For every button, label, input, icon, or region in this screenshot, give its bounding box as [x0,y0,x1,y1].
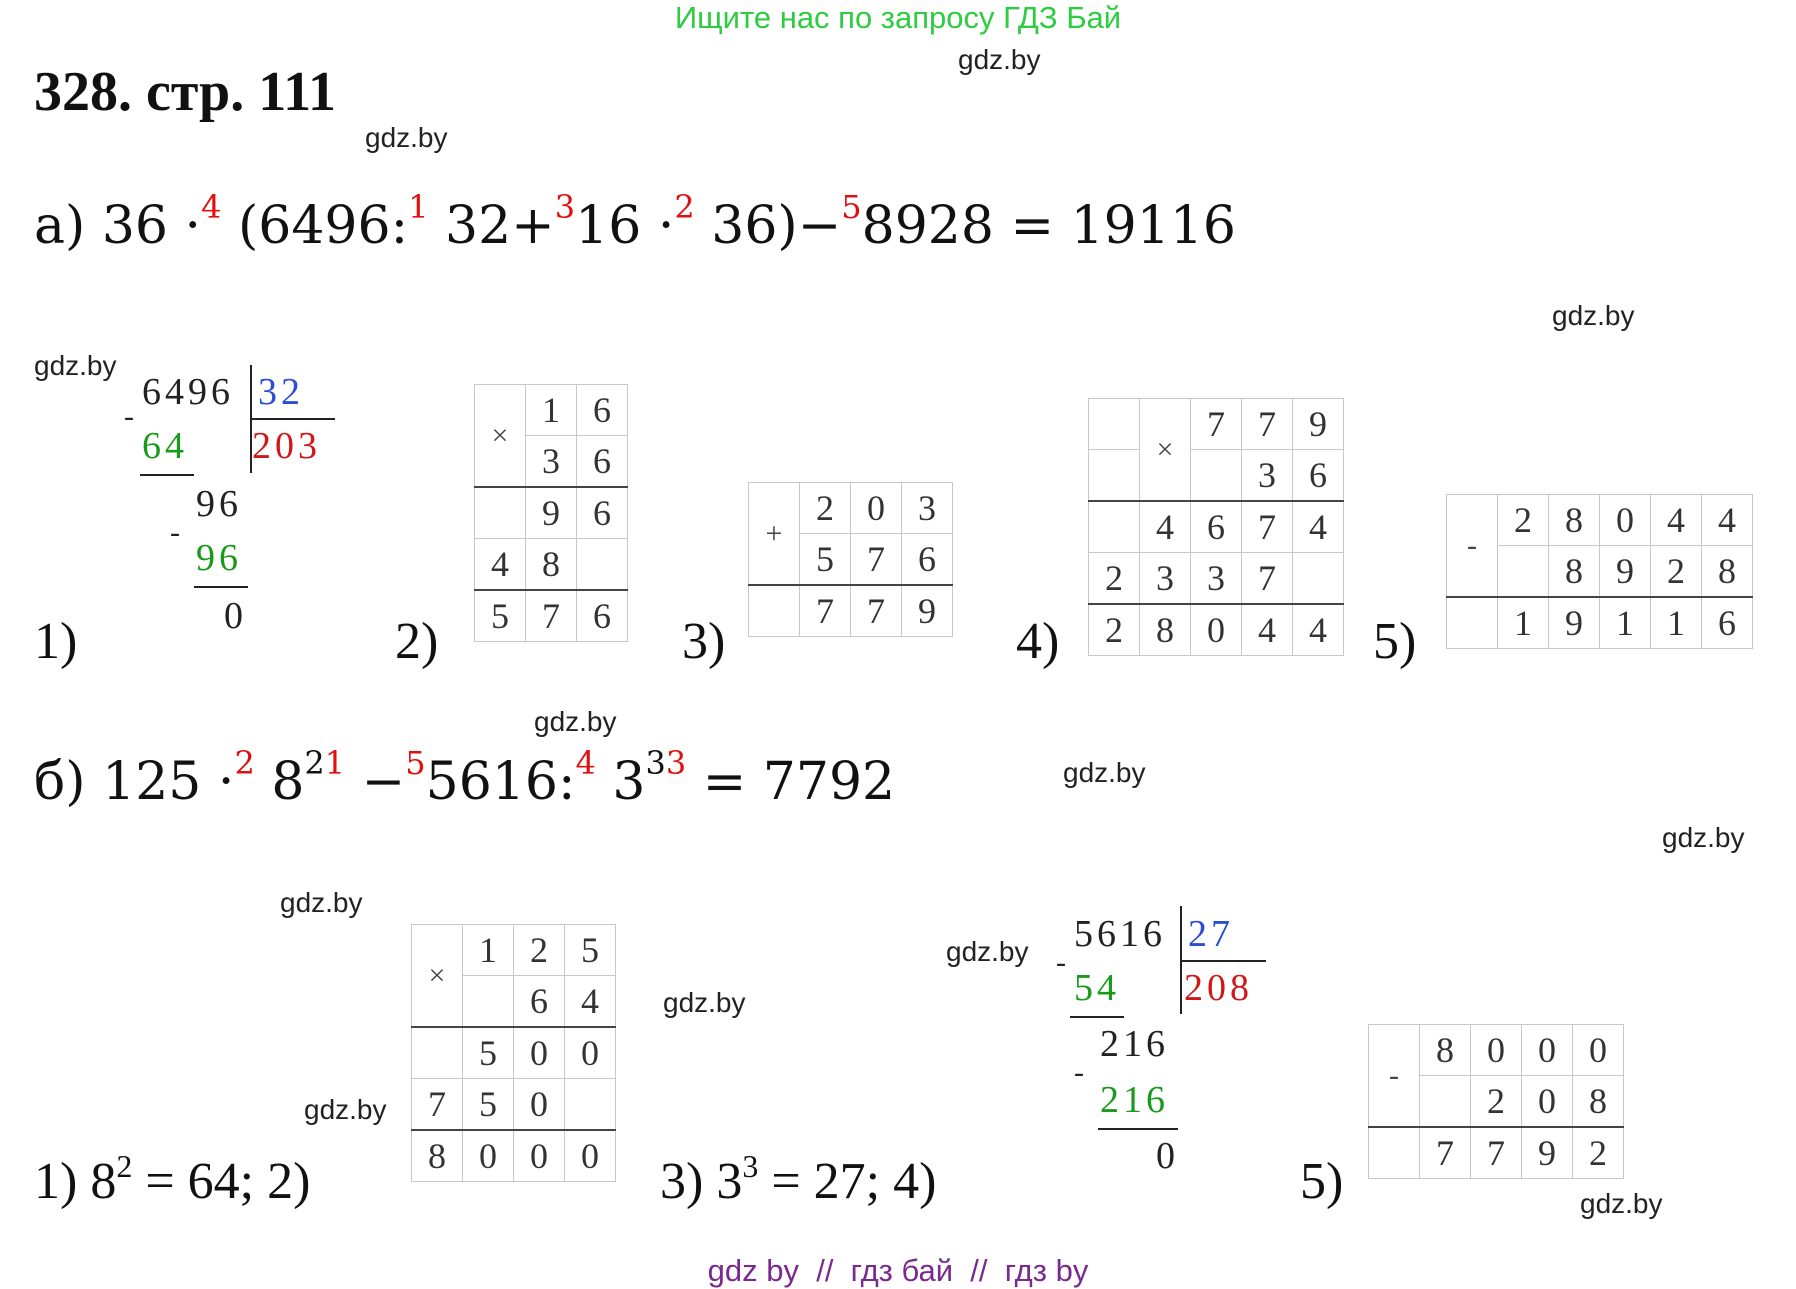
page-title: 328. стр. 111 [34,61,337,123]
step-label: 2) [395,613,439,670]
addition-a: + 2 0 3 5 7 6 7 7 9 [748,482,953,637]
top-banner: Ищите нас по запросу ГДЗ Бай [674,0,1122,35]
bottom-banner: gdz by // гдз бай // гдз by [707,1253,1089,1288]
expression-b: б) 125 ·$^2$ $8^{21}$ −$^5$5616:$^4$ $3^{33} = 7792$ [34,744,896,812]
watermark: gdz.by [534,706,617,737]
step-label: 5) [1373,613,1417,670]
watermark: gdz.by [946,936,1029,967]
step-label: 5) [1300,1153,1344,1210]
watermark: gdz.by [365,122,448,153]
step-label: 1) [34,613,78,670]
subtraction-a: - 2 8 0 4 4 8 9 2 8 1 9 1 1 6 [1446,494,1753,649]
watermark: gdz.by [280,887,363,918]
expression-a: а) 36 ·$^4$ (6496:$^1$ 32+$^3$16 ·$^2$ 36)−$^5$8928 = 19116 [34,188,1237,256]
watermark: gdz.by [34,350,117,381]
multiplication-b: × 1 2 5 6 4 5 0 0 7 5 0 8 0 0 0 [411,924,616,1182]
multiplication-a: × 1 6 3 6 9 6 4 8 5 7 6 [474,384,628,642]
step-label: 3) $3^3 = 27$; 4) [660,1148,937,1210]
watermark: gdz.by [958,44,1041,75]
subtraction-b: - 8 0 0 0 2 0 8 7 7 9 2 [1368,1024,1624,1179]
watermark: gdz.by [1063,757,1146,788]
step-label: 1) $8^2 = 64$; 2) [34,1148,311,1210]
watermark: gdz.by [1580,1188,1663,1219]
multiplication-a-2: × 7 7 9 3 6 4 6 7 4 2 3 3 7 2 8 0 4 4 [1088,398,1344,656]
watermark: gdz.by [304,1094,387,1125]
step-label: 4) [1016,613,1060,670]
watermark: gdz.by [1552,300,1635,331]
watermark: gdz.by [663,987,746,1018]
watermark: gdz.by [1662,822,1745,853]
step-label: 3) [682,613,726,670]
